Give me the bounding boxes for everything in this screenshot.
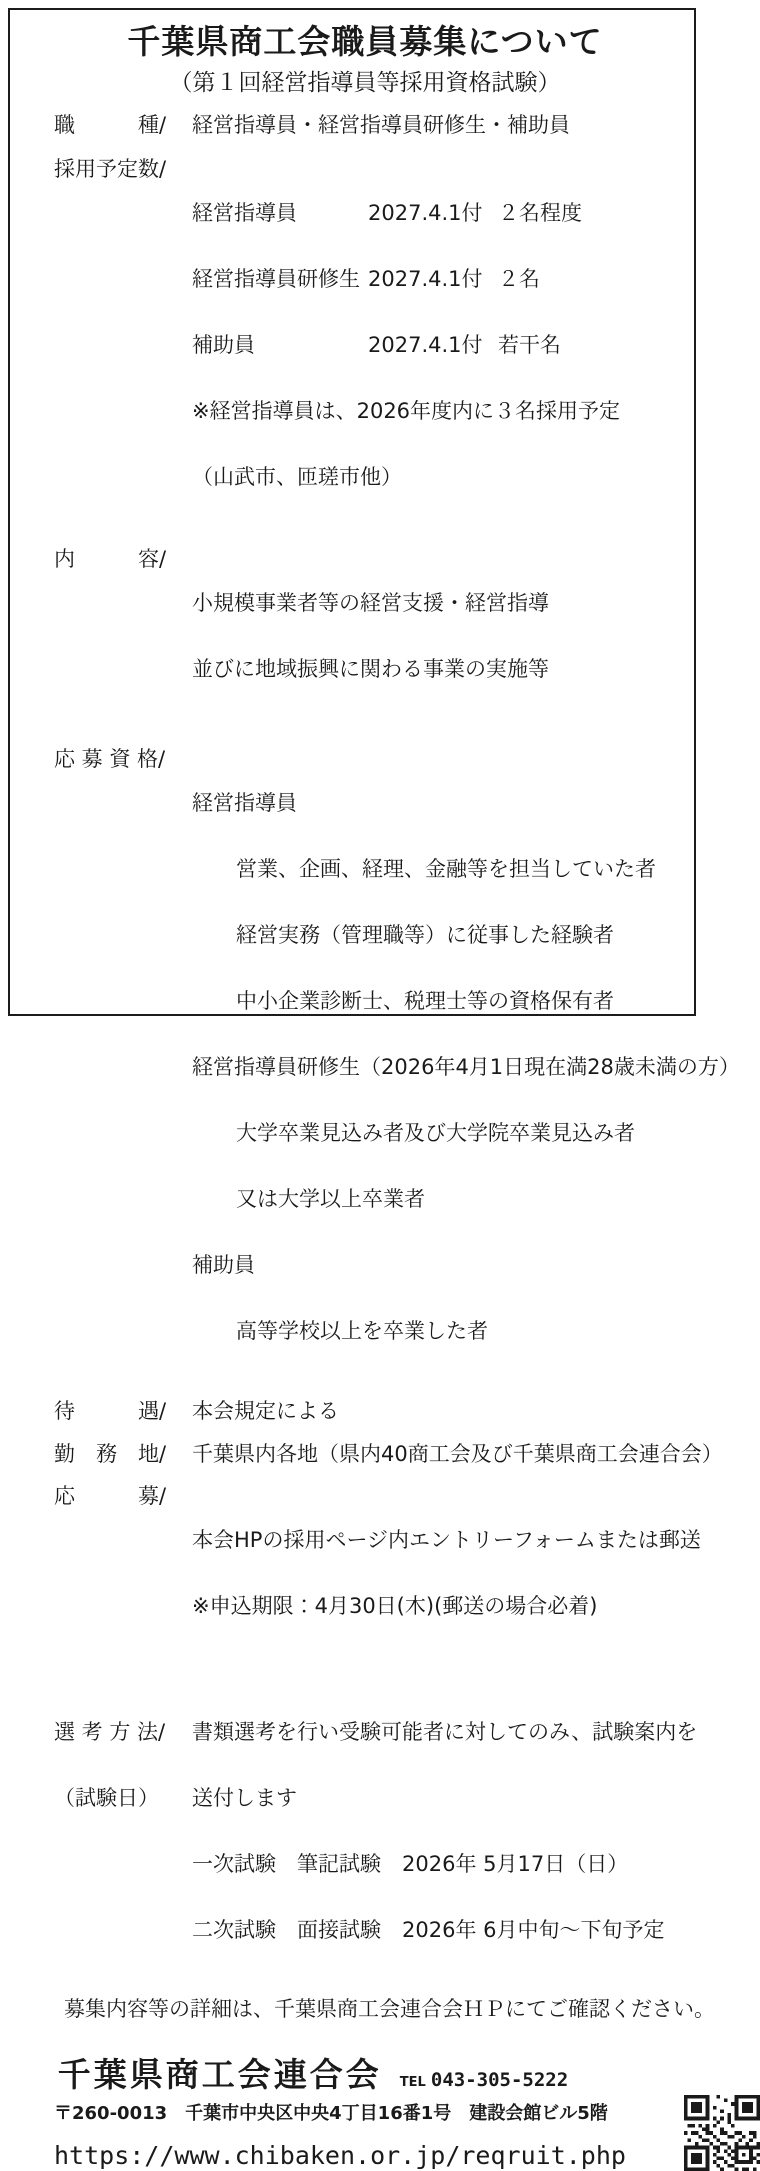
duties-value	[192, 548, 676, 724]
footer	[54, 2055, 676, 2171]
job-type-label: 職 種/	[54, 113, 167, 137]
section-application	[54, 1484, 701, 1661]
duties-label: 内 容/	[54, 547, 167, 571]
tel-number: 043-305-5222	[430, 2069, 569, 2091]
section-planned-hires	[54, 158, 676, 532]
application-deadline: ※申込期限：4月30日(木)(郵送の場合必着)	[192, 1594, 598, 1618]
qualifications-label: 応 募 資 格/	[54, 747, 166, 771]
qualification-line: 営業、企画、経理、金融等を担当していた者	[236, 857, 656, 881]
closing-note: 募集内容等の詳細は、千葉県商工会連合会ＨＰにてご確認ください。	[64, 1997, 715, 2021]
phone	[400, 2069, 568, 2091]
count-cell: ２名	[498, 267, 540, 291]
qualification-line: 高等学校以上を卒業した者	[236, 1319, 488, 1343]
selection-label-line: （試験日）	[54, 1786, 159, 1810]
table-row	[192, 334, 676, 356]
date-cell: 2027.4.1付	[368, 201, 483, 225]
qualification-line: 経営指導員	[192, 791, 297, 815]
selection-line: 送付します	[192, 1786, 297, 1810]
tel-label: TEL	[399, 2075, 426, 2090]
qualifications-value	[192, 748, 740, 1386]
work-location-label: 勤 務 地/	[54, 1442, 167, 1466]
planned-hires-table	[192, 158, 676, 532]
section-work-location	[54, 1442, 723, 1466]
position-cell: 経営指導員	[192, 201, 297, 225]
selection-label-line: 選 考 方 法/	[54, 1720, 166, 1744]
page-subtitle: （第１回経営指導員等採用資格試験）	[169, 70, 561, 96]
table-row	[192, 202, 676, 224]
qr-code-icon	[684, 2095, 760, 2171]
section-job-type	[54, 114, 676, 136]
application-line: 本会HPの採用ページ内エントリーフォームまたは郵送	[192, 1528, 701, 1552]
planned-hires-note: ※経営指導員は、2026年度内に３名採用予定	[192, 399, 621, 423]
duties-line: 小規模事業者等の経営支援・経営指導	[192, 591, 549, 615]
duties-line: 並びに地域振興に関わる事業の実施等	[192, 657, 549, 681]
selection-exam2: 二次試験 面接試験 2026年 6月中旬～下旬予定	[192, 1918, 665, 1942]
benefits-label: 待 遇/	[54, 1399, 167, 1423]
section-qualifications	[54, 747, 740, 1386]
application-label: 応 募/	[54, 1484, 167, 1508]
selection-exam1: 一次試験 筆記試験 2026年 5月17日（日）	[192, 1852, 629, 1876]
count-cell: ２名程度	[498, 201, 582, 225]
org-address: 〒260-0013 千葉市中央区中央4丁目16番1号 建設会館ビル5階	[54, 2103, 608, 2124]
recruit-url: https://www.chibaken.or.jp/reqruit.php	[54, 2141, 626, 2170]
org-line	[54, 2055, 572, 2095]
table-row	[192, 268, 676, 290]
qualification-line: 又は大学以上卒業者	[236, 1187, 425, 1211]
section-selection	[54, 1677, 698, 1985]
qualification-line: 経営実務（管理職等）に従事した経験者	[236, 923, 614, 947]
section-benefits	[54, 1400, 676, 1422]
selection-value	[192, 1677, 697, 1985]
date-cell: 2027.4.1付	[368, 267, 483, 291]
benefits-value: 本会規定による	[192, 1399, 339, 1423]
qualification-line: 中小企業診断士、税理士等の資格保有者	[236, 989, 614, 1013]
body-sections	[54, 113, 740, 2021]
planned-hires-note: （山武市、匝瑳市他）	[192, 465, 402, 489]
position-cell: 経営指導員研修生	[192, 267, 360, 291]
planned-hires-label: 採用予定数/	[54, 157, 167, 181]
selection-label	[54, 1677, 192, 1985]
qualification-line: 大学卒業見込み者及び大学院卒業見込み者	[236, 1121, 635, 1145]
page-title: 千葉県商工会職員募集について	[127, 22, 603, 61]
qualification-line: 経営指導員研修生（2026年4月1日現在満28歳未満の方）	[192, 1055, 740, 1079]
work-location-value: 千葉県内各地（県内40商工会及び千葉県商工会連合会）	[192, 1442, 723, 1466]
count-cell: 若干名	[498, 333, 561, 357]
document-page	[8, 8, 740, 2170]
section-duties	[54, 548, 676, 724]
org-name: 千葉県商工会連合会	[57, 2055, 382, 2094]
selection-line: 書類選考を行い受験可能者に対してのみ、試験案内を	[192, 1720, 698, 1744]
position-cell: 補助員	[192, 333, 255, 357]
date-cell: 2027.4.1付	[368, 333, 483, 357]
job-type-value: 経営指導員・経営指導員研修生・補助員	[192, 113, 570, 137]
application-value	[192, 1485, 701, 1661]
qualification-line: 補助員	[192, 1253, 255, 1277]
